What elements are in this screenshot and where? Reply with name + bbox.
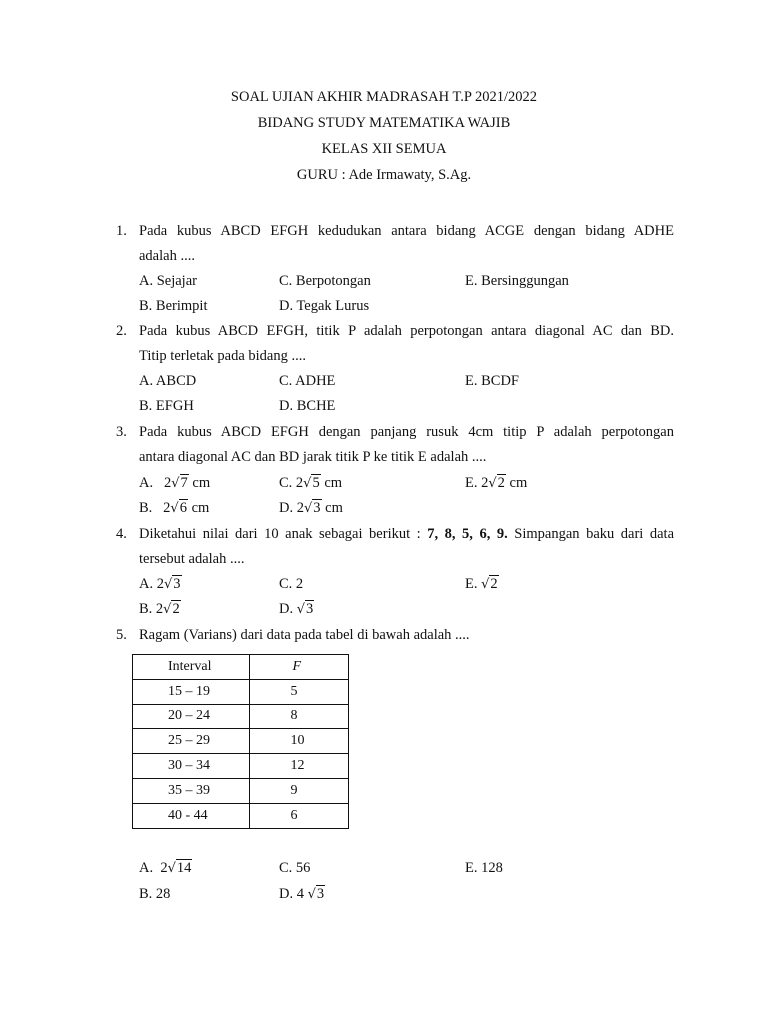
- sqrt-icon: √: [163, 577, 173, 592]
- question-text-segment: Diketahui nilai dari 10 anak sebagai berikut :: [139, 526, 421, 542]
- option-label: B. 2: [139, 601, 164, 617]
- option-a: A. Sejajar: [139, 273, 197, 289]
- option-radicand: 3: [313, 500, 321, 516]
- table-cell-interval: 35 – 39: [133, 778, 250, 803]
- sqrt-icon: √: [481, 577, 490, 592]
- option-c: [279, 471, 342, 496]
- option-unit: cm: [192, 475, 211, 491]
- option-c: C. 2: [279, 576, 304, 592]
- option-label: A.: [139, 475, 154, 491]
- header-class: KELAS XII SEMUA: [321, 141, 447, 157]
- table-row: [133, 729, 349, 754]
- option-radicand: 7: [180, 475, 188, 491]
- option-e: E. BCDF: [465, 373, 519, 389]
- option-radicand: 14: [176, 860, 192, 876]
- option-radicand: 3: [306, 601, 314, 617]
- question-text-line: Ragam (Varians) dari data pada tabel di bawah adalah ....: [139, 627, 470, 643]
- option-d: D. BCHE: [279, 398, 336, 414]
- option-a: [139, 572, 182, 597]
- option-unit: cm: [325, 500, 343, 516]
- question-number: 2.: [116, 323, 127, 339]
- question-text-line: Pada kubus ABCD EFGH dengan panjang rusuk 4cm titip P adalah perpotongan: [139, 424, 674, 440]
- option-unit: cm: [509, 475, 528, 491]
- exam-header: [0, 84, 768, 188]
- option-b: B. EFGH: [139, 398, 194, 414]
- option-a: [139, 471, 210, 496]
- option-unit: cm: [191, 500, 210, 516]
- option-radicand: 6: [179, 500, 187, 516]
- table-cell-interval: 20 – 24: [133, 704, 250, 729]
- table-row: [133, 803, 349, 828]
- option-c: C. 56: [279, 860, 311, 876]
- question-number: 5.: [116, 627, 127, 643]
- option-d: [279, 496, 343, 521]
- option-label: A. 2: [139, 576, 164, 592]
- option-d: [279, 882, 325, 907]
- sqrt-icon: √: [303, 501, 313, 516]
- table-cell-interval: 25 – 29: [133, 729, 250, 754]
- table-cell-interval: 15 – 19: [133, 679, 250, 704]
- option-a: A. ABCD: [139, 373, 197, 389]
- option-c: C. Berpotongan: [279, 273, 371, 289]
- question-number: 4.: [116, 526, 127, 542]
- option-label: E.: [465, 576, 478, 592]
- question-number: 1.: [116, 223, 127, 239]
- option-label: E. 2: [465, 475, 489, 491]
- option-coefficient: 2: [163, 500, 171, 516]
- table-header-interval: Interval: [133, 655, 250, 680]
- question-text-line: antara diagonal AC dan BD jarak titik P ke titik E adalah ....: [139, 449, 487, 465]
- option-coefficient: 2: [160, 860, 168, 876]
- table-cell-interval: 30 – 34: [133, 754, 250, 779]
- table-row: [133, 778, 349, 803]
- option-label: C. 2: [279, 475, 304, 491]
- option-radicand: 3: [173, 576, 181, 592]
- question-text: [139, 219, 674, 269]
- table-cell-frequency: 12: [249, 754, 348, 779]
- option-e: [465, 471, 527, 496]
- option-unit: cm: [324, 475, 343, 491]
- frequency-table: [132, 654, 349, 829]
- option-b: B. 28: [139, 886, 171, 902]
- question-text-line: Titip terletak pada bidang ....: [139, 348, 306, 364]
- sqrt-icon: √: [307, 887, 316, 902]
- sqrt-icon: √: [296, 602, 306, 617]
- option-radicand: 2: [172, 601, 180, 617]
- option-b: B. Berimpit: [139, 298, 208, 314]
- option-e: E. Bersinggungan: [465, 273, 569, 289]
- option-b: [139, 597, 181, 622]
- table-header-frequency: F: [249, 655, 348, 680]
- table-cell-frequency: 6: [249, 803, 348, 828]
- option-radicand: 2: [497, 475, 505, 491]
- question-number: 3.: [116, 424, 127, 440]
- option-label: D. 2: [279, 500, 304, 516]
- table-row: [133, 679, 349, 704]
- option-coefficient: 2: [163, 475, 172, 491]
- table-cell-frequency: 10: [249, 729, 348, 754]
- question-text-line: adalah ....: [139, 248, 195, 264]
- table-row: [133, 754, 349, 779]
- sqrt-icon: √: [170, 501, 179, 516]
- option-d: [279, 597, 314, 622]
- option-label: A.: [139, 860, 154, 876]
- table-cell-frequency: 8: [249, 704, 348, 729]
- table-cell-frequency: 9: [249, 778, 348, 803]
- option-radicand: 3: [316, 886, 325, 902]
- table-row: [133, 704, 349, 729]
- sqrt-icon: √: [303, 476, 312, 491]
- question-text-line: Pada kubus ABCD EFGH, titik P adalah perpotongan antara diagonal AC dan BD.: [139, 323, 674, 339]
- option-c: C. ADHE: [279, 373, 336, 389]
- question-text: [139, 420, 674, 470]
- option-radicand: 2: [490, 576, 498, 592]
- question-text-line: [139, 522, 674, 547]
- option-label: D.: [279, 601, 294, 617]
- sqrt-icon: √: [167, 861, 176, 876]
- option-e: E. 128: [465, 860, 503, 876]
- option-label: D. 4: [279, 886, 304, 902]
- sqrt-icon: √: [171, 476, 180, 491]
- sqrt-icon: √: [488, 476, 497, 491]
- header-title: SOAL UJIAN AKHIR MADRASAH T.P 2021/2022: [230, 89, 538, 105]
- option-b: [139, 496, 209, 521]
- question-text: [139, 522, 674, 572]
- question-text-segment: Simpangan baku dari data: [514, 526, 675, 542]
- data-values: 7, 8, 5, 6, 9.: [427, 526, 508, 542]
- sqrt-icon: √: [163, 602, 172, 617]
- option-e: [465, 572, 499, 597]
- header-subject: BIDANG STUDY MATEMATIKA WAJIB: [257, 115, 511, 131]
- table-cell-frequency: 5: [249, 679, 348, 704]
- option-a: [139, 856, 192, 881]
- table-header-row: [133, 655, 349, 680]
- question-text: [139, 623, 674, 648]
- option-radicand: 5: [312, 475, 320, 491]
- header-teacher: GURU : Ade Irmawaty, S.Ag.: [296, 167, 472, 183]
- question-text-line: tersebut adalah ....: [139, 551, 245, 567]
- option-d: D. Tegak Lurus: [279, 298, 370, 314]
- option-label: B.: [139, 500, 153, 516]
- question-text-line: Pada kubus ABCD EFGH kedudukan antara bidang ACGE dengan bidang ADHE: [139, 223, 674, 239]
- table-cell-interval: 40 - 44: [133, 803, 250, 828]
- question-text: [139, 319, 674, 369]
